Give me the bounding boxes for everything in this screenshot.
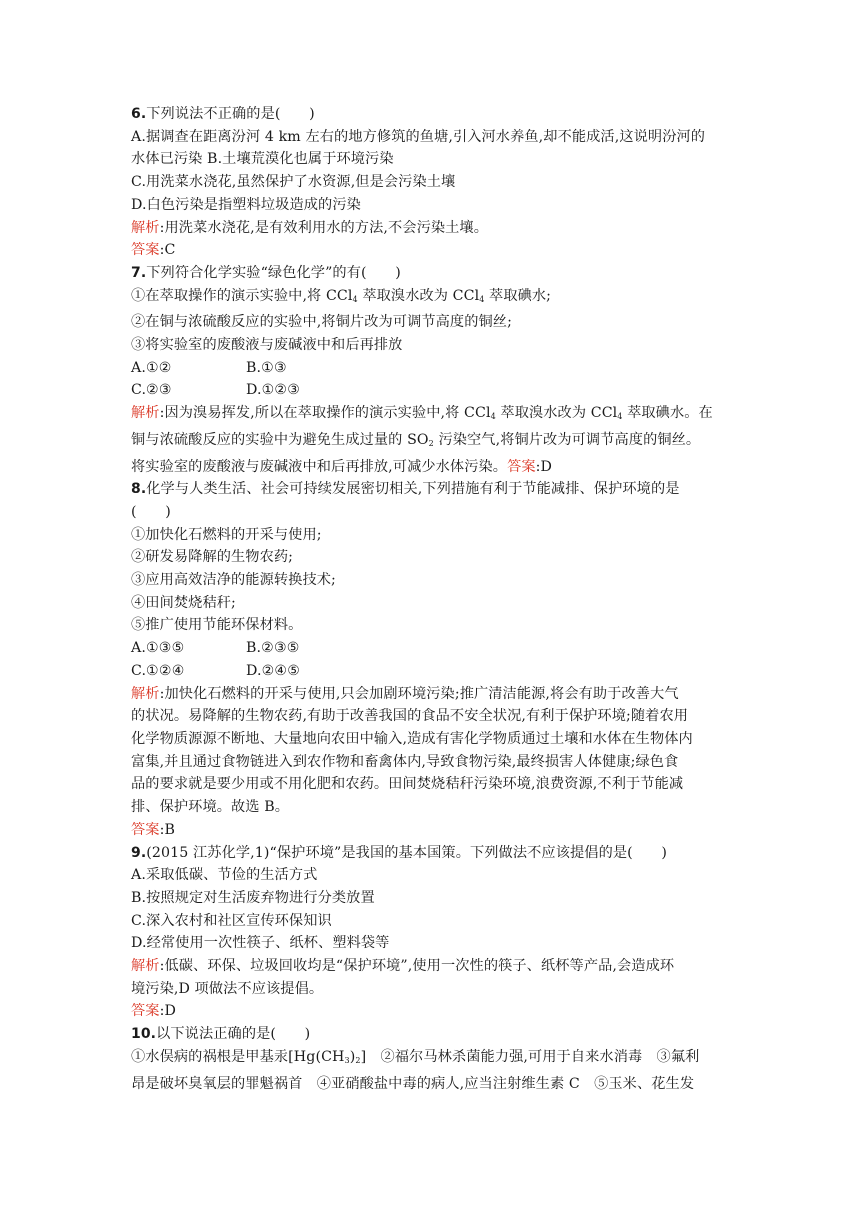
option-c: C.①②④ bbox=[131, 662, 185, 679]
answer-label: 答案 bbox=[507, 458, 536, 475]
q6-option-d: D.白色污染是指塑料垃圾造成的污染 bbox=[131, 196, 361, 213]
analysis-label: 解析 bbox=[131, 405, 160, 422]
question-number: 10. bbox=[131, 1026, 157, 1043]
option-d: D.①②③ bbox=[246, 382, 301, 399]
document-page bbox=[131, 103, 731, 1095]
q8-analysis-line-1: 解析:加快化石燃料的开采与使用,只会加剧环境污染;推广清洁能源,将会有助于改善大气 bbox=[131, 685, 679, 702]
q7-analysis-line-1: 解析:因为溴易挥发,所以在萃取操作的演示实验中,将 CCl$_4$ 萃取溴水改为 CCl$_4$ 萃取碘水。在 bbox=[131, 405, 713, 422]
option-c: C.②③ bbox=[131, 382, 172, 399]
answer-label: 答案 bbox=[131, 821, 160, 838]
q7-item-2: ②在铜与浓硫酸反应的实验中,将铜片改为可调节高度的铜丝; bbox=[131, 314, 512, 331]
q9-analysis-line-2: 境污染,D 项做法不应该提倡。 bbox=[131, 980, 324, 997]
q6-option-c: C.用洗菜水浇花,虽然保护了水资源,但是会污染土壤 bbox=[131, 174, 456, 191]
analysis-label: 解析 bbox=[131, 685, 160, 702]
q8-item-2: ②研发易降解的生物农药; bbox=[131, 549, 294, 566]
q6-option-a: A.据调查在距离汾河 4 km 左右的地方修筑的鱼塘,引入河水养鱼,却不能成活,这说明汾河的 bbox=[131, 128, 706, 145]
q7-analysis-line-2: 铜与浓硫酸反应的实验中为避免生成过量的 $SO_2$ 污染空气,将铜片改为可调节高度的铜丝。 bbox=[131, 431, 701, 448]
q9-option-d: D.经常使用一次性筷子、纸杯、塑料袋等 bbox=[131, 935, 390, 952]
q6-answer: 答案:C bbox=[131, 242, 176, 259]
answer-label: 答案 bbox=[131, 1003, 160, 1020]
q7-stem: 7.下列符合化学实验“绿色化学”的有( ) bbox=[131, 264, 401, 281]
analysis-label: 解析 bbox=[131, 958, 160, 975]
analysis-label: 解析 bbox=[131, 219, 160, 236]
q8-analysis-line-5: 品的要求就是要少用或不用化肥和农药。田间焚烧秸秆污染环境,浪费资源,不利于节能减 bbox=[131, 776, 684, 793]
q8-options-row-2 bbox=[131, 660, 731, 683]
q7-options-row-2 bbox=[131, 379, 731, 402]
q8-item-1: ①加快化石燃料的开采与使用; bbox=[131, 526, 322, 543]
question-number: 7. bbox=[131, 264, 147, 281]
q10-items-line-2: 昂是破坏臭氧层的罪魁祸首 ④亚硝酸盐中毒的病人,应当注射维生素 C ⑤玉米、花生发 bbox=[131, 1075, 695, 1092]
q8-analysis-line-3: 化学物质源源不断地、大量地向农田中输入,造成有害化学物质通过土壤和水体在生物体内 bbox=[131, 730, 693, 747]
q8-item-5: ⑤推广使用节能环保材料。 bbox=[131, 617, 303, 634]
q8-analysis-line-2: 的状况。易降解的生物农药,有助于改善我国的食品不安全状况,有利于保护环境;随着农用 bbox=[131, 708, 689, 725]
answer-label: 答案 bbox=[131, 242, 160, 259]
q8-options-row-1 bbox=[131, 637, 731, 660]
q6-stem: 6.下列说法不正确的是( ) bbox=[131, 106, 315, 122]
q6-analysis: 解析:用洗菜水浇花,是有效利用水的方法,不会污染土壤。 bbox=[131, 219, 489, 236]
q8-stem: 8.化学与人类生活、社会可持续发展密切相关,下列措施有利于节能减排、保护环境的是 bbox=[131, 481, 680, 498]
q7-options-row-1 bbox=[131, 357, 731, 380]
q9-answer: 答案:D bbox=[131, 1003, 176, 1020]
q8-analysis-line-6: 排、保护环境。故选 B。 bbox=[131, 799, 290, 816]
q8-item-3: ③应用高效洁净的能源转换技术; bbox=[131, 572, 336, 589]
q7-analysis-line-3: 将实验室的废酸液与废碱液中和后再排放,可减少水体污染。答案:D bbox=[131, 458, 553, 475]
q7-item-1: ①在萃取操作的演示实验中,将 CCl$_4$ 萃取溴水改为 CCl$_4$ 萃取碘水; bbox=[131, 287, 552, 304]
option-a: A.①③⑤ bbox=[131, 640, 185, 657]
option-d: D.②④⑤ bbox=[246, 662, 301, 679]
option-b: B.①③ bbox=[246, 359, 287, 376]
q8-analysis-line-4: 富集,并且通过食物链进入到农作物和畜禽体内,导致食物污染,最终损害人体健康;绿色食 bbox=[131, 753, 679, 770]
question-number: 9. bbox=[131, 844, 147, 861]
question-number: 8. bbox=[131, 481, 147, 498]
option-a: A.①② bbox=[131, 359, 172, 376]
q9-stem: 9.(2015 江苏化学,1)“保护环境”是我国的基本国策。下列做法不应该提倡的是( ) bbox=[131, 844, 667, 861]
q8-item-4: ④田间焚烧秸秆; bbox=[131, 594, 236, 611]
option-b: B.②③⑤ bbox=[246, 640, 300, 657]
question-number: 6. bbox=[131, 106, 147, 122]
q7-item-3: ③将实验室的废酸液与废碱液中和后再排放 bbox=[131, 337, 403, 354]
q8-paren: ( ) bbox=[131, 503, 171, 520]
q8-answer: 答案:B bbox=[131, 821, 175, 838]
q9-analysis-line-1: 解析:低碳、环保、垃圾回收均是“保护环境”,使用一次性的筷子、纸杯等产品,会造成环 bbox=[131, 958, 675, 975]
q10-stem: 10.以下说法正确的是( ) bbox=[131, 1026, 311, 1043]
q9-option-a: A.采取低碳、节俭的生活方式 bbox=[131, 867, 318, 884]
q10-items-line-1: ①水俣病的祸根是甲基汞$[Hg(CH_3)_2]$ ②福尔马林杀菌能力强,可用于自来水消毒 ③氟利 bbox=[131, 1048, 700, 1065]
q9-option-c: C.深入农村和社区宣传环保知识 bbox=[131, 912, 332, 929]
q6-option-a-b: 水体已污染 B.土壤荒漠化也属于环境污染 bbox=[131, 151, 394, 168]
q9-option-b: B.按照规定对生活废弃物进行分类放置 bbox=[131, 889, 375, 906]
